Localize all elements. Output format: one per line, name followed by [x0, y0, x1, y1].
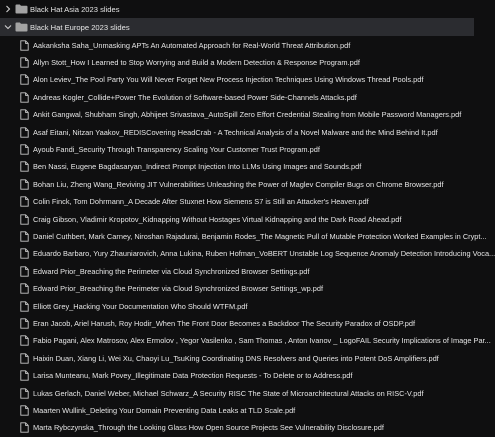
- file-label: Bohan Liu, Zheng Wang_Reviving JIT Vulnerabilities Unleashing the Power of Maglev Compiler Bugs on Chrome Browser.pdf: [33, 179, 444, 189]
- document-icon: [20, 318, 29, 329]
- file-label: Aakanksha Saha_Unmasking APTs An Automated Approach for Real-World Threat Attribution.pdf: [33, 40, 351, 50]
- document-icon: [20, 196, 29, 207]
- folder-label: Black Hat Europe 2023 slides: [30, 22, 130, 32]
- document-icon: [20, 388, 29, 399]
- file-label: Haixin Duan, Xiang Li, Wei Xu, Chaoyi Lu_TsuKing Coordinating DNS Resolvers and Queries into Potent DoS Amplifiers.pdf: [33, 353, 439, 363]
- document-icon: [20, 370, 29, 381]
- folder-icon: [15, 4, 28, 14]
- tree-file-item[interactable]: [0, 193, 474, 211]
- document-icon: [20, 127, 29, 138]
- file-label: Ankit Gangwal, Shubham Singh, Abhijeet Srivastava_AutoSpill Zero Effort Credential Stealing from Mobile Password Managers.pdf: [33, 110, 462, 120]
- file-label: Alon Leviev_The Pool Party You Will Never Forget New Process Injection Techniques Using Windows Thread Pools.pdf: [33, 75, 424, 85]
- file-label: Marta Rybczynska_Through the Looking Glass How Open Source Projects See Vulnerability Disclosure.pdf: [33, 423, 384, 433]
- tree-file-item[interactable]: [0, 262, 474, 280]
- document-icon: [20, 231, 29, 242]
- file-label: Eduardo Barbaro, Yury Zhauniarovich, Anna Lukina, Ruben Hofman_VoBERT Unstable Log Sequence Anomaly Detection Introducing Voca...: [33, 249, 495, 259]
- file-label: Andreas Kogler_Collide+Power The Evolution of Software-based Power Side-Channels Attacks.pdf: [33, 92, 357, 102]
- tree-file-item[interactable]: [0, 123, 474, 141]
- document-icon: [20, 335, 29, 346]
- tree-file-item[interactable]: [0, 227, 487, 245]
- tree-file-item[interactable]: [0, 106, 474, 124]
- tree-file-item[interactable]: [0, 245, 495, 263]
- file-label: Maarten Wullink_Deleting Your Domain Preventing Data Leaks at TLD Scale.pdf: [33, 405, 296, 415]
- tree-file-item[interactable]: [0, 280, 474, 298]
- folder-icon: [15, 22, 28, 32]
- file-label: Eran Jacob, Ariel Harush, Roy Hodir_When The Front Door Becomes a Backdoor The Security Paradox of OSDP.pdf: [33, 318, 416, 328]
- document-icon: [20, 144, 29, 155]
- tree-file-item[interactable]: [0, 36, 474, 54]
- tree-file-item[interactable]: [0, 349, 474, 367]
- tree-file-item[interactable]: [0, 367, 474, 385]
- document-icon: [20, 266, 29, 277]
- document-icon: [20, 214, 29, 225]
- file-label: Lukas Gerlach, Daniel Weber, Michael Schwarz_A Security RISC The State of Microarchitectural Attacks on RISC-V.pdf: [33, 388, 424, 398]
- file-label: Daniel Cuthbert, Mark Carney, Niroshan Rajadurai, Benjamin Rodes_The Magnetic Pull of Mutable Protection Worked Examples in Crypt...: [33, 231, 487, 241]
- file-label: Asaf Eitani, Nitzan Yaakov_REDISCovering HeadCrab - A Technical Analysis of a Novel Malware and the Mind Behind It.pdf: [33, 127, 438, 137]
- folder-label: Black Hat Asia 2023 slides: [30, 4, 120, 14]
- tree-file-item[interactable]: [0, 401, 474, 419]
- document-icon: [20, 179, 29, 190]
- file-label: Edward Prior_Breaching the Perimeter via Cloud Synchronized Browser Settings.pdf: [33, 266, 310, 276]
- tree-file-item[interactable]: [0, 158, 474, 176]
- document-icon: [20, 109, 29, 120]
- tree-file-item[interactable]: [0, 175, 474, 193]
- tree-file-item[interactable]: [0, 384, 474, 402]
- document-icon: [20, 92, 29, 103]
- tree-file-item[interactable]: [0, 210, 474, 228]
- document-icon: [20, 161, 29, 172]
- document-icon: [20, 74, 29, 85]
- document-icon: [20, 57, 29, 68]
- document-icon: [20, 40, 29, 51]
- tree-file-item[interactable]: [0, 297, 474, 315]
- document-icon: [20, 422, 29, 433]
- document-icon: [20, 405, 29, 416]
- tree-file-item[interactable]: [0, 314, 474, 332]
- chevron-right-icon[interactable]: [3, 4, 13, 14]
- file-label: Colin Finck, Tom Dohrmann_A Decade After Stuxnet How Siemens S7 is Still an Attacker's Heaven.pdf: [33, 197, 369, 207]
- tree-file-item[interactable]: [0, 332, 491, 350]
- tree-file-item[interactable]: [0, 71, 474, 89]
- tree-file-item[interactable]: [0, 53, 474, 71]
- document-icon: [20, 301, 29, 312]
- tree-file-item[interactable]: [0, 140, 474, 158]
- file-label: Elliott Grey_Hacking Your Documentation Who Should WTFM.pdf: [33, 301, 248, 311]
- document-icon: [20, 248, 29, 259]
- chevron-down-icon[interactable]: [3, 22, 13, 32]
- file-label: Edward Prior_Breaching the Perimeter via Cloud Synchronized Browser Settings_wp.pdf: [33, 284, 324, 294]
- file-label: Ben Nassi, Eugene Bagdasaryan_Indirect Prompt Injection Into LLMs Using Images and Sounds.pdf: [33, 162, 362, 172]
- document-icon: [20, 283, 29, 294]
- file-label: Ayoub Fandi_Security Through Transparency Scaling Your Customer Trust Program.pdf: [33, 144, 320, 154]
- tree-file-item[interactable]: [0, 419, 474, 437]
- tree-folder-black-hat-asia-2023[interactable]: [0, 0, 474, 18]
- document-icon: [20, 353, 29, 364]
- file-label: Larisa Munteanu, Mark Povey_Illegitimate Data Protection Requests - To Delete or to Address.pdf: [33, 371, 353, 381]
- file-label: Fabio Pagani, Alex Matrosov, Alex Ermolov , Yegor Vasilenko , Sam Thomas , Anton Ivanov _ LogoFAIL Security Implications of Image Par...: [33, 336, 491, 346]
- file-label: Allyn Stott_How I Learned to Stop Worrying and Build a Modern Detection & Response Program.pdf: [33, 57, 360, 67]
- tree-file-item[interactable]: [0, 88, 474, 106]
- file-label: Craig Gibson, Vladimir Kropotov_Kidnapping Without Hostages Virtual Kidnapping and the Dark Road Ahead.pdf: [33, 214, 402, 224]
- tree-folder-black-hat-europe-2023[interactable]: [0, 18, 474, 36]
